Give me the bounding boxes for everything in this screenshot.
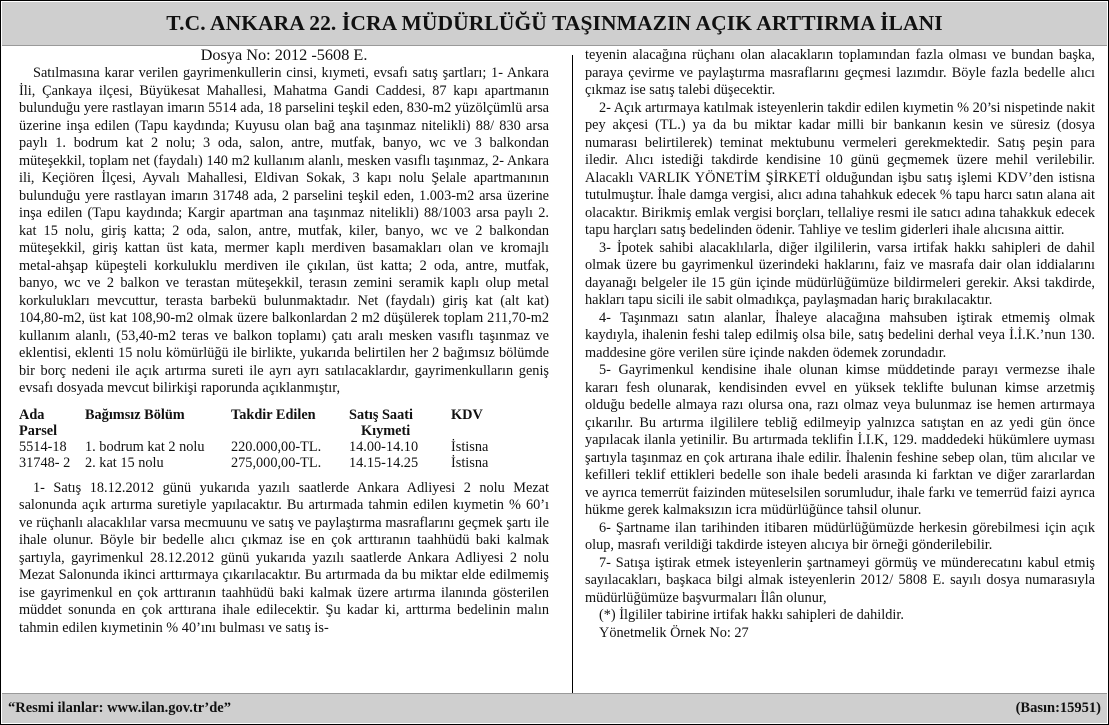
- cell-takdir-edilen: 220.000,00-TL.: [231, 438, 322, 455]
- cell-bagimsiz-bolum: 2. kat 15 nolu: [85, 454, 164, 471]
- table-row: [19, 439, 531, 455]
- official-ads-website: “Resmi ilanlar: www.ilan.gov.tr’de”: [8, 700, 231, 716]
- col-header-ada: Ada: [19, 406, 45, 423]
- cell-ada-parsel: 31748- 2: [19, 454, 71, 471]
- table-row: [19, 455, 531, 471]
- cell-ada-parsel: 5514-18: [19, 438, 67, 455]
- clause-7: 7- Satışa iştirak etmek isteyenlerin şartnameyi görmüş ve münderecatını kabul etmiş sayılacakları, başkaca bilgi almak isteyenlerin 2012/ 5808 E. sayılı dosya numarasıyla müdürlüğümüze başvurmaları İlân olunur,: [585, 554, 1095, 606]
- col-subheader-kiymeti: Kıymeti: [361, 422, 411, 439]
- cell-kdv: İstisna: [451, 438, 489, 455]
- table-subheader-row: [19, 423, 531, 439]
- clause-6: 6- Şartname ilan tarihinden itibaren müdürlüğümüzde herkesin görebilmesi için açık olup, masrafı verildiği takdirde isteyen alıcıya bir örneği gönderilebilir.: [585, 519, 1095, 553]
- clause-1-continued: teyenin alacağına rüçhanı olan alacakların toplamından fazla olması ve bundan başka, paraya çevirme ve paylaştırma masraflarını geçmesi lazımdır. Böyle fazla bedelle alıcı çıkmaz ise satış talebi düşecektir.: [585, 47, 1095, 98]
- note-interested-parties: (*) İlgililer tabirine irtifak hakkı sahipleri de dahildir.: [599, 607, 904, 623]
- col-subheader-empty: [231, 423, 349, 439]
- clause-4: 4- Taşınmazı satın alanlar, İhaleye alacağına mahsuben iştirak etmemiş olmak kaydıyla, ihalenin feshi talep edilmiş olsa bile, satış bedelini derhal veya İ.İ.K.’nun 130. maddesine göre verilen süre içinde nakden ödemek zorundadır.: [585, 309, 1095, 361]
- col-subheader-empty: [451, 423, 531, 439]
- table-header-row: [19, 407, 531, 423]
- left-column: [19, 46, 549, 637]
- col-subheader-empty: [85, 423, 231, 439]
- column-divider: [572, 55, 573, 693]
- lots-table: [19, 407, 531, 471]
- press-number: (Basın:15951): [1015, 700, 1101, 716]
- col-subheader-parsel: Parsel: [19, 422, 58, 439]
- col-header-bagimsiz-bolum: Bağımsız Bölüm: [85, 406, 185, 423]
- col-header-satis-saati: Satış Saati: [349, 406, 413, 423]
- cell-takdir-edilen: 275,000,00-TL.: [231, 454, 322, 471]
- header-band: [2, 2, 1107, 46]
- cell-satis-saati: 14.00-14.10: [349, 438, 419, 455]
- cell-satis-saati: 14.15-14.25: [349, 454, 419, 471]
- right-column: [585, 47, 1095, 642]
- regulation-number: Yönetmelik Örnek No: 27: [599, 624, 749, 641]
- clause-2: 2- Açık artırmaya katılmak isteyenlerin takdir edilen kıymetin % 20’si nispetinde nakit pey akçesi (TL.) ya da bu miktar kadar milli bir bankanın kesin ve süresiz (dosya numarası belirtilerek) teminat mektubunu vermeleri gerekmektedir. Satış peşin para iledir. Alıcı istediği takdirde kendisine 10 günü geçmemek üzere mehil verilebilir. Alacaklı VARLIK YÖNETİM ŞİRKETİ olduğundan işbu satış işlemi KDV’den istisna tutulmuştur. İhale damga vergisi, alıcı adına tahahkuk edecek % tapu harcı satın alana ait olacaktır. Birikmiş emlak vergisi borçları, tellaliye resmi ile satıcı adına tahakkuk edecek tapu harçları satış bedelinden ödenir. Tahliye ve teslim giderleri ihale alıcısına aittir.: [585, 99, 1095, 238]
- announcement-title: T.C. ANKARA 22. İCRA MÜDÜRLÜĞÜ TAŞINMAZIN AÇIK ARTTIRMA İLANI: [166, 11, 943, 35]
- property-description: Satılmasına karar verilen gayrimenkullerin cinsi, kıymeti, evsafı satış şartları; 1- Ankara İli, Çankaya ilçesi, Büyükesat Mahallesi, Mahatma Gandi Caddesi, 87 kapı apartmanın bulunduğu yere rastlayan imarın 5514 ada, 18 parselini teşkil eden, 830-m2 yüzölçümlü arsa üzerine inşa edilen (Tapu kaydında; Kuyusu olan bağ ana taşınmaz nitelikli) 88/ 830 arsa paylı 1. bodrum kat 2 nolu; 3 oda, salon, antre, mutfak, banyo, wc ve 3 balkondan müteşekkil, toplam net (faydalı) 140 m2 kullanım alanlı, mesken vasıflı taşınmaz, 2- Ankara ili, Keçiören İlçesi, Ayvalı Mahallesi, Eldivan Sokak, 3 kapı nolu Şelale apartmanının bulunduğu yere rastlayan imarın 31748 ada, 2 parselini teşkil eden, 1.003-m2 arsa üzerine inşa edilen (Tapu kaydında; Kargir apartman ana taşınmaz nitelikli) 88/1003 arsa paylı 2. kat 15 nolu, giriş katta; 2 oda, salon, antre, mutfak, kiler, banyo, wc ve 2 balkondan müteşekkil, giriş kattan üst kata, mermer kaplı merdiven basamakları olan ve kromajlı metal-ahşap küpeşteli korkuluklu merdiven ile çıkılan, üst katta; 2 oda, antre, mutfak, banyo, wc ve 2 balkon ve terastan müteşekkil, terasın zemini seramik kaplı olup metal korkulukları mevcuttur, terasta barbekü bulunmaktadır. Net (faydalı) giriş kat (alt kat) 104,80-m2, üst kat 108,90-m2 olmak üzere balkonlardan 2 m2 düşülerek toplam 211,70-m2 kullanım alanlı, (53,40-m2 teras ve balkon toplamı) çatı aralı mesken vasıflı taşınmaz ve eklentisi, eklenti 15 nolu kömürlüğü ile birlikte, yukarıda belirtilen her 2 bağımsız bölümde bir borç nedeni ile açık artırma sureti ile ayrı ayrı satılacaklardır, gayrimenkulların geniş evsafı dosyada mevcut bilirkişi raporunda açıklanmıştır,: [19, 65, 549, 396]
- cell-bagimsiz-bolum: 1. bodrum kat 2 nolu: [85, 438, 205, 455]
- col-header-takdir-edilen: Takdir Edilen: [231, 406, 316, 423]
- cell-kdv: İstisna: [451, 454, 489, 471]
- footer-band: [2, 693, 1107, 723]
- clause-5: 5- Gayrimenkul kendisine ihale olunan kimse müddetinde parayı vermezse ihale kararı fesh olunarak, kendisinden evvel en yüksek teklifte bulunan kimse arzetmiş olduğu bedelle almaya razı olursa ona, razı olmaz veya bulunmaz ise hemen artırmaya çıkarılır. Bu artırma ilgililere tebliğ edilmeyip yalnızca satıştan en az yedi gün önce yapılacak ilanla yetinilir. Bu artırmada teklifin İ.I.K, 129. maddedeki hükümlere uyması şartıyla taşınmaz en çok artırana ihale edilir. İhalenin feshine sebep olan, tüm alıcılar ve kefilleri teklif ettikleri bedelle son ihale bedeli arasında ki farktan ve diğer zararlardan ve ayrıca temerrüt faizinden müteselsilen sorumludur, ihale farkı ve temerrüd faizi ayrıca hükme gerek kalmaksızın icra müdürlüğünce tahsil olunur.: [585, 362, 1095, 518]
- clause-3: 3- İpotek sahibi alacaklılarla, diğer ilgililerin, varsa irtifak hakkı sahipleri de dahil olmak üzere bu gayrimenkul üzerindeki haklarını, faiz ve masrafa dair olan iddialarını dayanağı belgeler ile 15 gün içinde müdürlüğümüze bildirmeleri gerekir. Aksi takdirde, hakları tapu sicili ile sabit olmadıkça, paylaşmadan hariç bırakılacaktır.: [585, 239, 1095, 308]
- clause-1: 1- Satış 18.12.2012 günü yukarıda yazılı saatlerde Ankara Adliyesi 2 nolu Mezat salonunda açık artırma suretiyle yapılacaktır. Bu artırmada tahmin edilen kıymetin % 60’ı ve rüçhanlı alacaklılar varsa mecmuunu ve satış ve paylaştırma masraflarını geçmek şartı ile ihale olunur. Böyle bir bedelle alıcı çıkmaz ise en çok arttıranın taahhüdü baki kalmak şartıyla, gayrimenkul 28.12.2012 günü yukarıda yazılı saatlerde Ankara Adliyesi 2 nolu Mezat Salonunda ikinci arttırmaya çıkarılacaktır. Bu artırmada da bu miktar elde edilmemiş ise gayrimenkul en çok arttıranın taahhüdü baki kalmak üzere artırma ilanında gösterilen müddet sonunda en çok arttırana ihale edilecektir. Şu kadar ki, arttırma bedelinin malın tahmin edilen kıymetinin % 40’ını bulması ve satış is-: [19, 479, 549, 636]
- col-header-kdv: KDV: [451, 406, 483, 423]
- file-number: Dosya No: 2012 -5608 E.: [200, 45, 368, 64]
